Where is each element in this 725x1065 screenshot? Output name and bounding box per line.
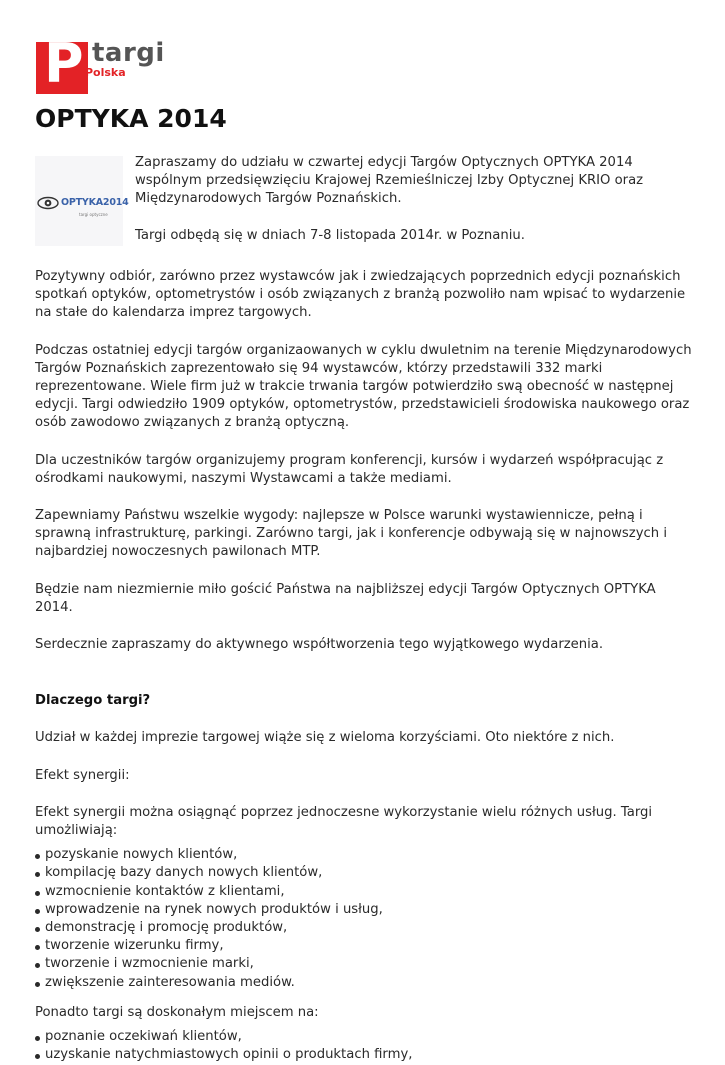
- benefits-list: [35, 846, 695, 992]
- logo-word: targi: [92, 38, 165, 68]
- paragraph: Serdecznie zapraszamy do aktywnego współtworzenia tego wyjątkowego wydarzenia.: [35, 637, 604, 653]
- list-item: wzmocnienie kontaktów z klientami,: [35, 883, 695, 901]
- paragraph: Pozytywny odbiór, zarówno przez wystawców jak i zwiedzających poprzednich edycji poznańskich spotkań optyków, optometrystów i osób związanych z branżą pozwoliło nam wpisać to wydarzenie na stałe do kalendarza imprez targowych.: [35, 269, 686, 321]
- intro-date-paragraph: Targi odbędą się w dniach 7-8 listopada 2014r. w Poznaniu.: [135, 227, 525, 243]
- paragraph: Efekt synergii:: [35, 767, 130, 783]
- list-item: pozyskanie nowych klientów,: [35, 846, 695, 864]
- opportunities-list: [35, 1028, 695, 1064]
- paragraph: Efekt synergii można osiągnąć poprzez jednoczesne wykorzystanie wielu różnych usług. Targi umożliwiają:: [35, 804, 653, 839]
- list-item: poznanie oczekiwań klientów,: [35, 1028, 695, 1046]
- list-item: zwiększenie zainteresowania mediów.: [35, 974, 695, 992]
- optyka-event-logo: [35, 156, 129, 246]
- paragraph: Ponadto targi są doskonałym miejscem na:: [35, 1004, 319, 1020]
- article-body: [35, 154, 695, 1065]
- paragraph: Zapewniamy Państwu wszelkie wygody: najlepsze w Polsce warunki wystawiennicze, pełną i sprawną infrastrukturę, parkingi. Zarówno targi, jak i konferencje odbywają się w najnowszych i najbardziej nowoczesnych pawilonach MTP.: [35, 508, 667, 560]
- intro-text: [135, 154, 695, 263]
- intro-paragraph: Zapraszamy do udziału w czwartej edycji Targów Optycznych OPTYKA 2014 wspólnym przedsięwzięciu Krajowej Rzemieślniczej Izby Optycznej KRIO oraz Międzynarodowych Targów Poznańskich.: [135, 155, 644, 207]
- list-item: demonstrację i promocję produktów,: [35, 919, 695, 937]
- eye-icon: [37, 196, 59, 210]
- list-item: uzyskanie natychmiastowych opinii o produktach firmy,: [35, 1046, 695, 1064]
- page-title: OPTYKA 2014: [35, 104, 227, 133]
- list-item: tworzenie i wzmocnienie marki,: [35, 955, 695, 973]
- logo-letter: P: [44, 32, 84, 95]
- event-logo-tagline: targi optyczne: [79, 212, 108, 217]
- section-heading: Dlaczego targi?: [35, 693, 151, 709]
- event-logo-name: OPTYKA2014: [61, 197, 129, 208]
- paragraph: Dla uczestników targów organizujemy program konferencji, kursów i wydarzeń współpracując z ośrodkami naukowymi, naszymi Wystawcami a także mediami.: [35, 452, 664, 486]
- paragraph: Podczas ostatniej edycji targów organizaowanych w cyklu dwuletnim na terenie Międzynarodowych Targów Poznańskich zaprezentowało się 94 wystawców, którzy przedstawili 332 marki reprezentowane. Wiele firm już w trakcie trwania targów potwierdziło swą obecność w następnej edycji. Targi odwiedziło 1909 optyków, optometrystów, przedstawicieli środowiska naukowego oraz osób zawodowo związanych z branżą optyczną.: [35, 342, 692, 431]
- logo-subtitle: Polska: [85, 66, 126, 79]
- paragraph: Udział w każdej imprezie targowej wiąże się z wieloma korzyściami. Oto niektóre z nich.: [35, 730, 615, 746]
- list-item: kompilację bazy danych nowych klientów,: [35, 864, 695, 882]
- intro-block: [35, 154, 695, 250]
- targi-polska-logo[interactable]: [36, 32, 176, 96]
- list-item: wprowadzenie na rynek nowych produktów i usług,: [35, 901, 695, 919]
- list-item: tworzenie wizerunku firmy,: [35, 937, 695, 955]
- paragraph: Będzie nam niezmiernie miło gościć Państwa na najbliższej edycji Targów Optycznych OPTYKA 2014.: [35, 581, 656, 615]
